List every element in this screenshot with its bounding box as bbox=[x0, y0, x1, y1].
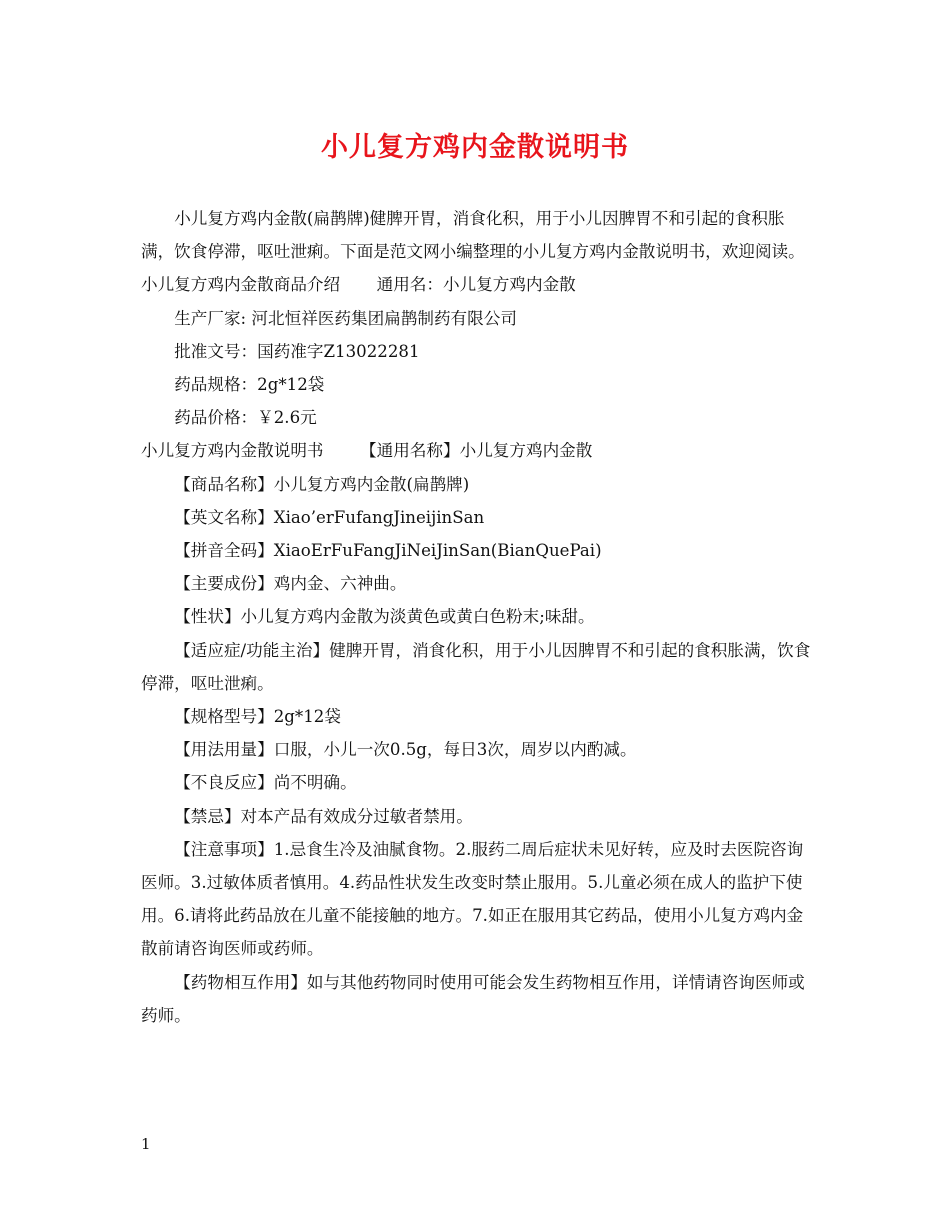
pinyin-line: 【拼音全码】XiaoErFuFangJiNeiJinSan(BianQuePai) bbox=[174, 541, 602, 561]
dosage-line: 【用法用量】口服，小儿一次0.5g，每日3次，周岁以内酌减。 bbox=[174, 740, 637, 760]
product-intro-line bbox=[141, 268, 813, 301]
document-title: 小儿复方鸡内金散说明书 bbox=[321, 132, 629, 163]
intro-paragraph: 小儿复方鸡内金散(扁鹊牌)健脾开胃，消食化积，用于小儿因脾胃不和引起的食积胀满，饮食停滞，呕吐泄痢。下面是范文网小编整理的小儿复方鸡内金散说明书，欢迎阅读。 bbox=[141, 209, 805, 262]
instructions-generic-name: 【通用名称】小儿复方鸡内金散 bbox=[360, 441, 593, 461]
ingredients-line: 【主要成份】鸡内金、六神曲。 bbox=[174, 574, 407, 594]
manufacturer-line: 生产厂家: 河北恒祥医药集团扁鹊制药有限公司 bbox=[174, 308, 517, 328]
adverse-reactions-line: 【不良反应】尚不明确。 bbox=[174, 773, 357, 793]
precautions-paragraph: 【注意事项】1.忌食生冷及油腻食物。2.服药二周后症状未见好转，应及时去医院咨询医师。3.过敏体质者慎用。4.药品性状发生改变时禁止服用。5.儿童必须在成人的监护下使用。6.请将此药品放在儿童不能接触的地方。7.如正在服用其它药品，使用小儿复方鸡内金散前请咨询医师或药师。 bbox=[141, 839, 804, 959]
spec-model-line: 【规格型号】2g*12袋 bbox=[174, 707, 341, 727]
english-name-line: 【英文名称】Xiao’erFufangJineijinSan bbox=[174, 507, 485, 527]
specification-line: 药品规格：2g*12袋 bbox=[174, 375, 325, 395]
contraindications-line: 【禁忌】对本产品有效成分过敏者禁用。 bbox=[174, 806, 473, 826]
instructions-line bbox=[141, 434, 813, 467]
approval-number-line: 批准文号：国药准字Z13022281 bbox=[174, 341, 420, 361]
interactions-paragraph: 【药物相互作用】如与其他药物同时使用可能会发生药物相互作用，详情请咨询医师或药师。 bbox=[141, 972, 805, 1025]
product-name-line: 【商品名称】小儿复方鸡内金散(扁鹊牌) bbox=[174, 474, 470, 494]
indications-paragraph: 【适应症/功能主治】健脾开胃，消食化积，用于小儿因脾胃不和引起的食积胀满，饮食停滞，呕吐泄痢。 bbox=[141, 640, 811, 693]
product-generic-name: 通用名：小儿复方鸡内金散 bbox=[376, 275, 576, 295]
product-intro-heading: 小儿复方鸡内金散商品介绍 bbox=[141, 275, 341, 295]
properties-line: 【性状】小儿复方鸡内金散为淡黄色或黄白色粉末;味甜。 bbox=[174, 607, 595, 627]
price-line: 药品价格：￥2.6元 bbox=[174, 408, 317, 428]
page-number: 1 bbox=[141, 1135, 151, 1153]
document-body bbox=[141, 202, 813, 1032]
instructions-heading: 小儿复方鸡内金散说明书 bbox=[141, 441, 324, 461]
